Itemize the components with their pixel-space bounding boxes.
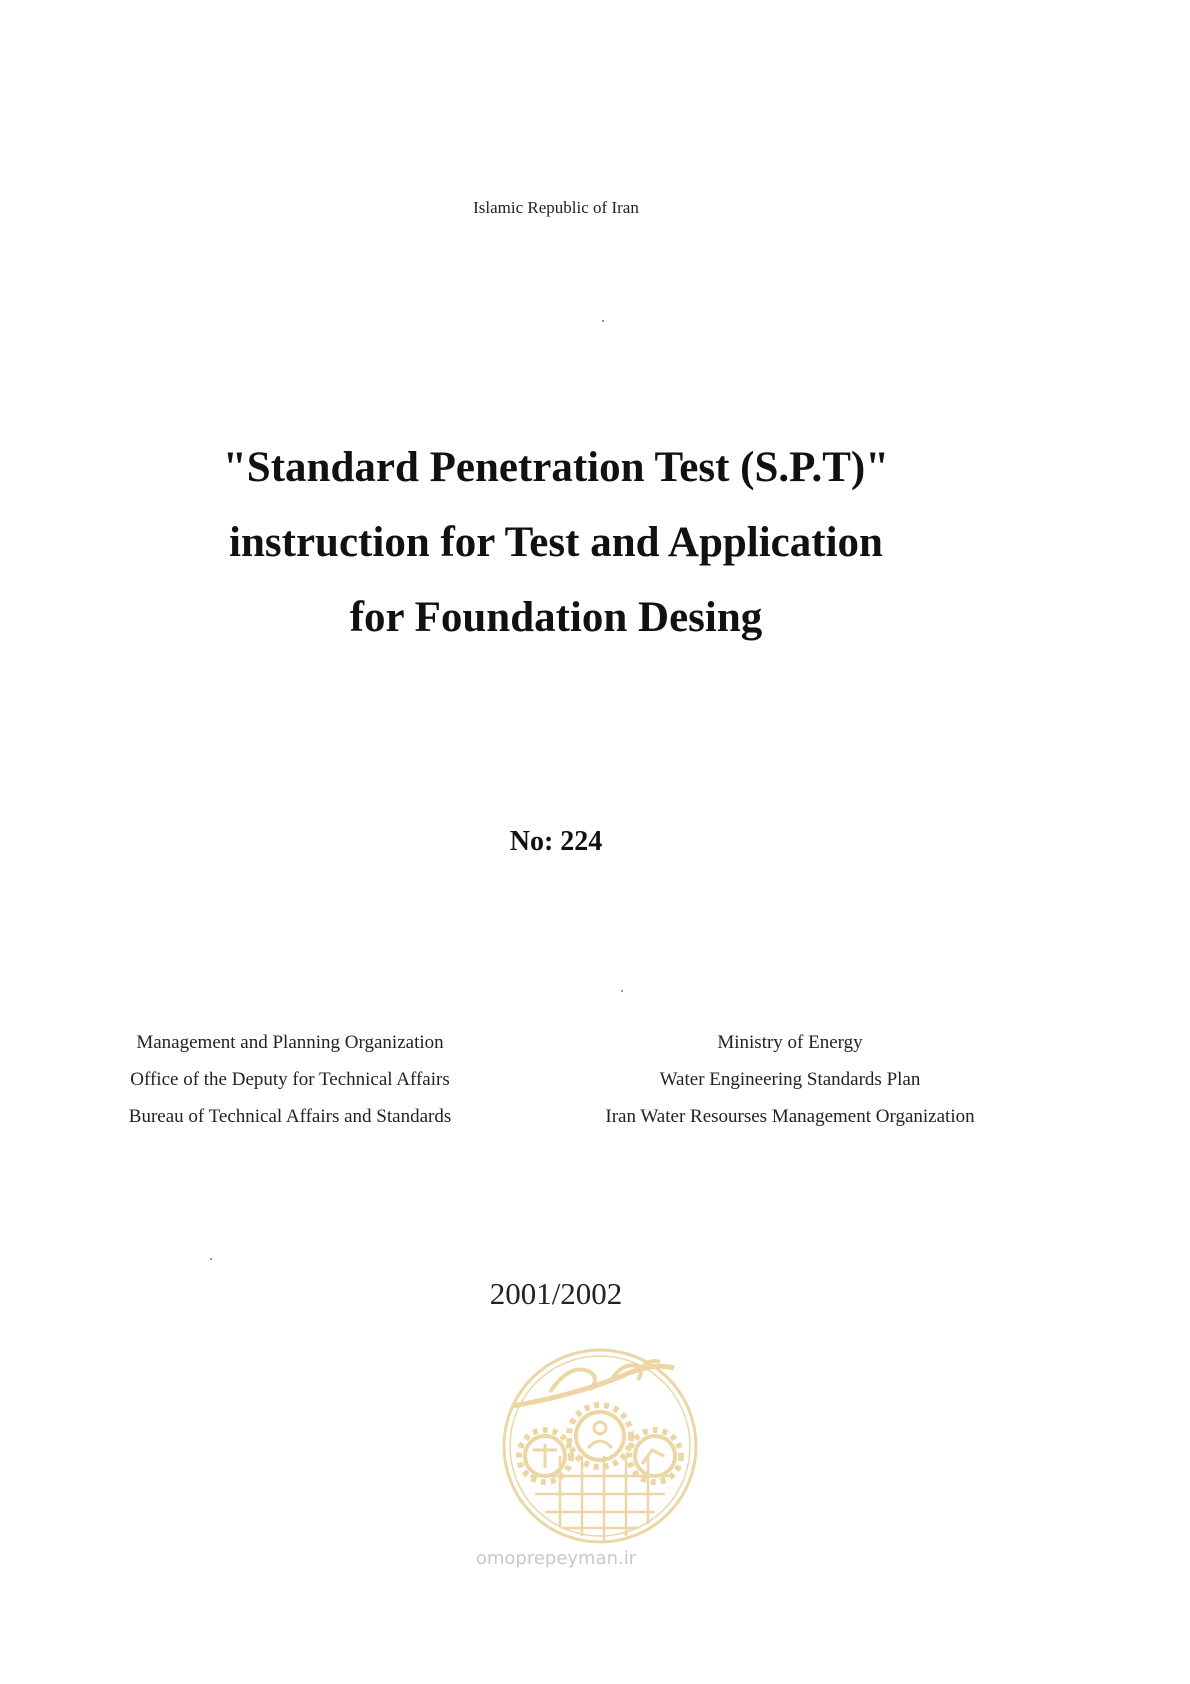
omrani-peyman-seal-icon — [490, 1346, 710, 1546]
publication-year: 2001/2002 — [489, 1276, 623, 1311]
scan-speck — [621, 990, 623, 992]
document-title — [0, 430, 1112, 655]
org-right-line-1: Ministry of Energy — [717, 1032, 863, 1053]
org-left-line-2: Office of the Deputy for Technical Affairs — [130, 1069, 450, 1090]
organization-left — [80, 1024, 500, 1135]
org-left-line-3: Bureau of Technical Affairs and Standards — [128, 1106, 452, 1127]
title-line-1: "Standard Penetration Test (S.P.T)" — [222, 444, 890, 491]
scan-speck — [210, 1258, 212, 1260]
title-line-2: instruction for Test and Application — [229, 519, 883, 566]
org-right-line-3: Iran Water Resourses Management Organization — [605, 1106, 975, 1127]
scan-speck — [602, 320, 604, 322]
org-left-line-1: Management and Planning Organization — [136, 1032, 444, 1053]
country-heading: Islamic Republic of Iran — [473, 198, 639, 217]
document-number: No: 224 — [509, 826, 603, 857]
title-line-3: for Foundation Desing — [349, 594, 763, 641]
org-right-line-2: Water Engineering Standards Plan — [659, 1069, 921, 1090]
watermark-url: omoprepeyman.ir — [475, 1548, 637, 1569]
organization-right — [560, 1024, 1020, 1135]
